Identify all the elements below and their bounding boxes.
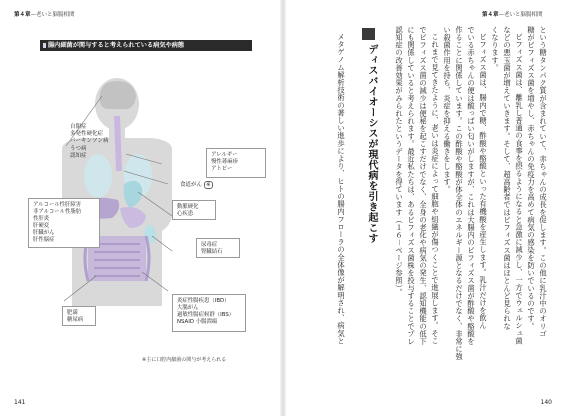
right-page: [286, 0, 566, 416]
body-text-line: という糖タンパク質が含まれていて、赤ちゃんの成長を促します。この他に乳汁中のオリゴ: [539, 26, 548, 338]
intestine-disease-box: 炎症性腸疾患（IBD） 大腸がん 過敏性腸症候群（IBS） NSAID 小腸潰瘍: [172, 294, 246, 332]
body-text-line: でビフィズス菌の減少は便秘を起こすだけでなく、全身の老化や病気の発生、認知機能の低下: [419, 26, 428, 346]
body-text-line: 認知症の改善効果がみられたというデータを得ています（１６－ページ参照）。: [395, 26, 404, 296]
brain-shape: [100, 81, 136, 109]
running-head-right: 第４章—老いと脳腸相関: [482, 12, 543, 18]
allergy-box: アレルギー 慢性蕁麻疹 アトピー: [206, 148, 266, 178]
chapter-title: 老いと脳腸相関: [36, 12, 75, 18]
body-text-line: 糖がビフィズス菌を増やし、赤ちゃんの免疫力を高めて病気の感染を防いでいるのです。: [527, 26, 536, 330]
body-text-line: ビフィズス菌は、離乳し普通の食事を摂るようになると急激に減少し、一方でウェルシュ菌: [515, 33, 524, 345]
body-text-line: ビフィズス菌は、腸内で糖、酢酸や酪酸といった有機酸を産生します。乳汁だけを飲ん: [479, 33, 488, 330]
left-page: [0, 0, 280, 416]
body-text-line: い殺菌作用を持ち、炎症を抑える働きをします。: [443, 26, 452, 194]
body-text-line: これまで見てきたように、老いは炎症によって細胞や組織が傷つくことで進展します。そこ: [431, 33, 440, 345]
body-text-line: 作ることに関係しています。この酢酸や酪酸が体全体のエネルギー源となるだけでなく、非常に強: [455, 26, 464, 361]
liver-disease-box: アルコール性肝障害 非アルコール性脂肪 性肝炎 肝硬変 肝臓がん 肝性脳症: [28, 198, 100, 248]
body-text-line: にも関係していると考えられます。最近私たちは、あるビフィズス菌株を投与することでプレ: [407, 26, 416, 346]
cancer-label: 食道がん ※: [180, 182, 211, 188]
heart-disease-box: 動脈硬化 心疾患: [172, 200, 216, 220]
body-text-line: くなります。: [491, 26, 500, 72]
page-number-right: 140: [540, 399, 552, 406]
body-text-line: でいる赤ちゃんの便は酸っぱい匂いがしますが、これは大腸内のビフィズス菌が酢酸や酪酸を: [467, 26, 476, 346]
body-text-line: メタゲノム解析技術の著しい進歩により、ヒトの腸内フローラの全体像が解明され、病気と: [337, 33, 346, 345]
page-number-left: 141: [14, 399, 26, 406]
brain-disease-labels: 自閉症 多発性硬化症 パーキンソン病 うつ病 認知症: [70, 124, 109, 159]
running-head-left: 第４章—老いと脳腸相関: [14, 12, 75, 18]
heading-marker: [362, 28, 375, 40]
figure-title: 腸内細菌が関与すると考えられている病気や病態: [40, 40, 252, 51]
chapter-title: 老いと脳腸相関: [504, 12, 543, 18]
chapter-label: 第４章: [14, 12, 31, 18]
kidney-disease-box: 尿毒症 腎臓結石: [196, 238, 240, 258]
section-heading: ディスバイオーシスが現代病を引き起こす: [366, 44, 377, 244]
figure-footnote: ※主に口腔内細菌の関与が考えられる: [142, 357, 227, 363]
lung-left-shape: [84, 154, 112, 198]
chapter-label: 第４章: [482, 12, 499, 18]
metabolic-disease-box: 肥満 糖尿病: [62, 306, 96, 326]
body-diagram: [42, 76, 192, 306]
body-text-line: などの悪玉菌が増えていきます。そして、超高齢者ではビフィズス菌はほとんど見られな: [503, 26, 512, 330]
